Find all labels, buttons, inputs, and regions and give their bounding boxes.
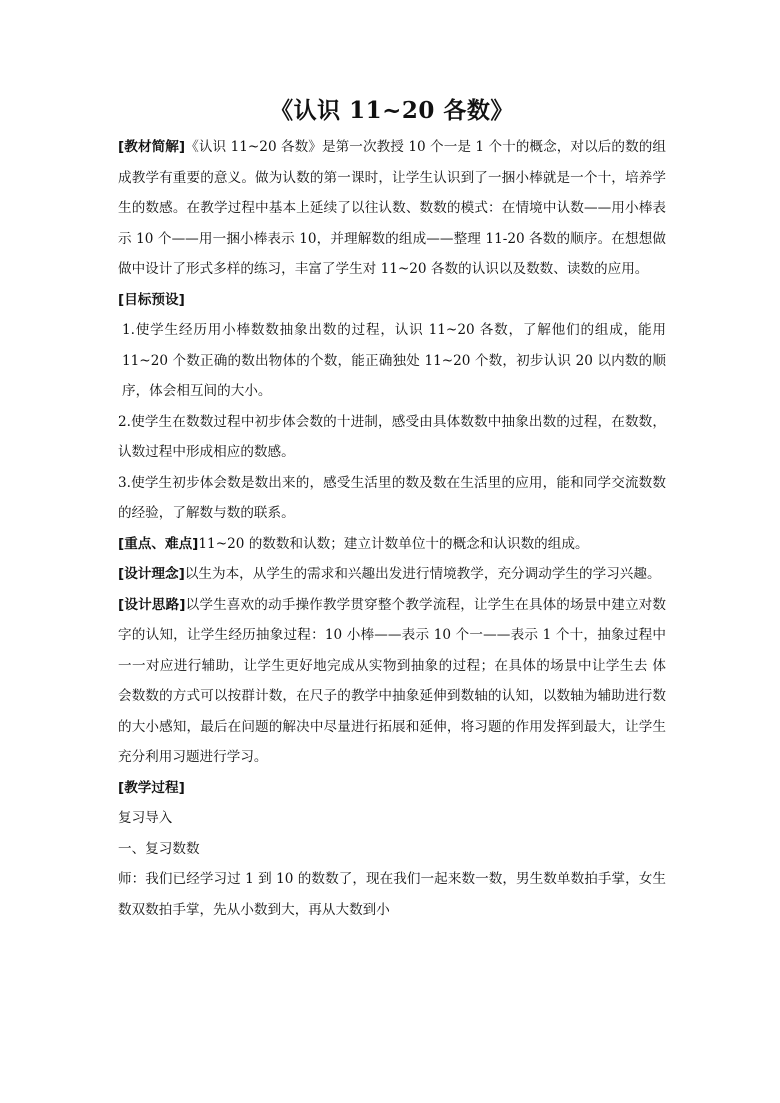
intro-text: 《认识 11~20 各数》是第一次教授 10 个一是 1 个十的概念，对以后的数的组成教学有重要的意义。做为认数的第一课时，让学生认识到了一捆小棒就是一个十，培养学生的数感。在教学过程中基本上延续了以往认数、数数的模式：在情境中认数——用小棒表示 10 个——用一捆小棒表示 10，并理解数的组成——整理 11-20 各数的顺序。在想想做做中设计了形式多样的练习，丰富了学生对 11~20 各数的认识以及数数、读数的应用。 [118, 139, 666, 277]
design-thinking-heading: [设计思路] [118, 596, 186, 613]
goal-item-2: 2.使学生在数数过程中初步体会数的十进制，感受由具体数数中抽象出数的过程，在数数，认数过程中形成相应的数感。 [118, 413, 666, 460]
process-heading: [教学过程] [118, 779, 185, 796]
intro-paragraph [118, 132, 666, 285]
goals-heading: [目标预设] [118, 291, 185, 308]
design-concept-paragraph [118, 559, 666, 590]
document-page [118, 94, 666, 925]
goal-item-3: 3.使学生初步体会数是数出来的，感受生活里的数及数在生活里的应用，能和同学交流数数的经验，了解数与数的联系。 [118, 474, 666, 521]
document-title: 《认识 11~20 各数》 [270, 97, 514, 124]
design-thinking-text: 以学生喜欢的动手操作教学贯穿整个教学流程，让学生在具体的场景中建立对数字的认知，让学生经历抽象过程：10 小棒——表示 10 个一——表示 1 个十，抽象过程中一一对应进行辅助，让学生更好地完成从实物到抽象的过程；在具体的场景中让学生去 体会数数的方式可以按群计数，在尺子的教学中抽象延伸到数轴的认知，以数轴为辅助进行数的大小感知，最后在问题的解决中尽量进行拓展和延伸，将习题的作用发挥到最大，让学生充分利用习题进行学习。 [118, 596, 666, 765]
process-line-1: 复习导入 [118, 810, 173, 826]
design-thinking-paragraph [118, 590, 666, 773]
process-line-2: 一、复习数数 [118, 840, 200, 857]
goal-item-1: 1.使学生经历用小棒数数抽象出数的过程，认识 11~20 各数，了解他们的组成，能用 11~20 个数正确的数出物体的个数，能正确独处 11~20 个数，初步认识 20 以内数的顺序，体会相互间的大小。 [122, 322, 666, 399]
intro-heading: [教材简解] [118, 139, 186, 155]
design-concept-text: 以生为本，从学生的需求和兴趣出发进行情境教学，充分调动学生的学习兴趣。 [184, 566, 661, 582]
key-points-heading: [重点、难点] [118, 535, 199, 552]
key-points-text: 11~20 的数数和认数；建立计数单位十的概念和认识数的组成。 [198, 535, 589, 552]
design-concept-heading: [设计理念] [118, 566, 185, 582]
process-line-3: 师：我们已经学习过 1 到 10 的数数了，现在我们一起来数一数，男生数单数拍手掌，女生数双数拍手掌，先从小数到大，再从大数到小 [118, 871, 666, 918]
key-points-paragraph [118, 529, 666, 560]
